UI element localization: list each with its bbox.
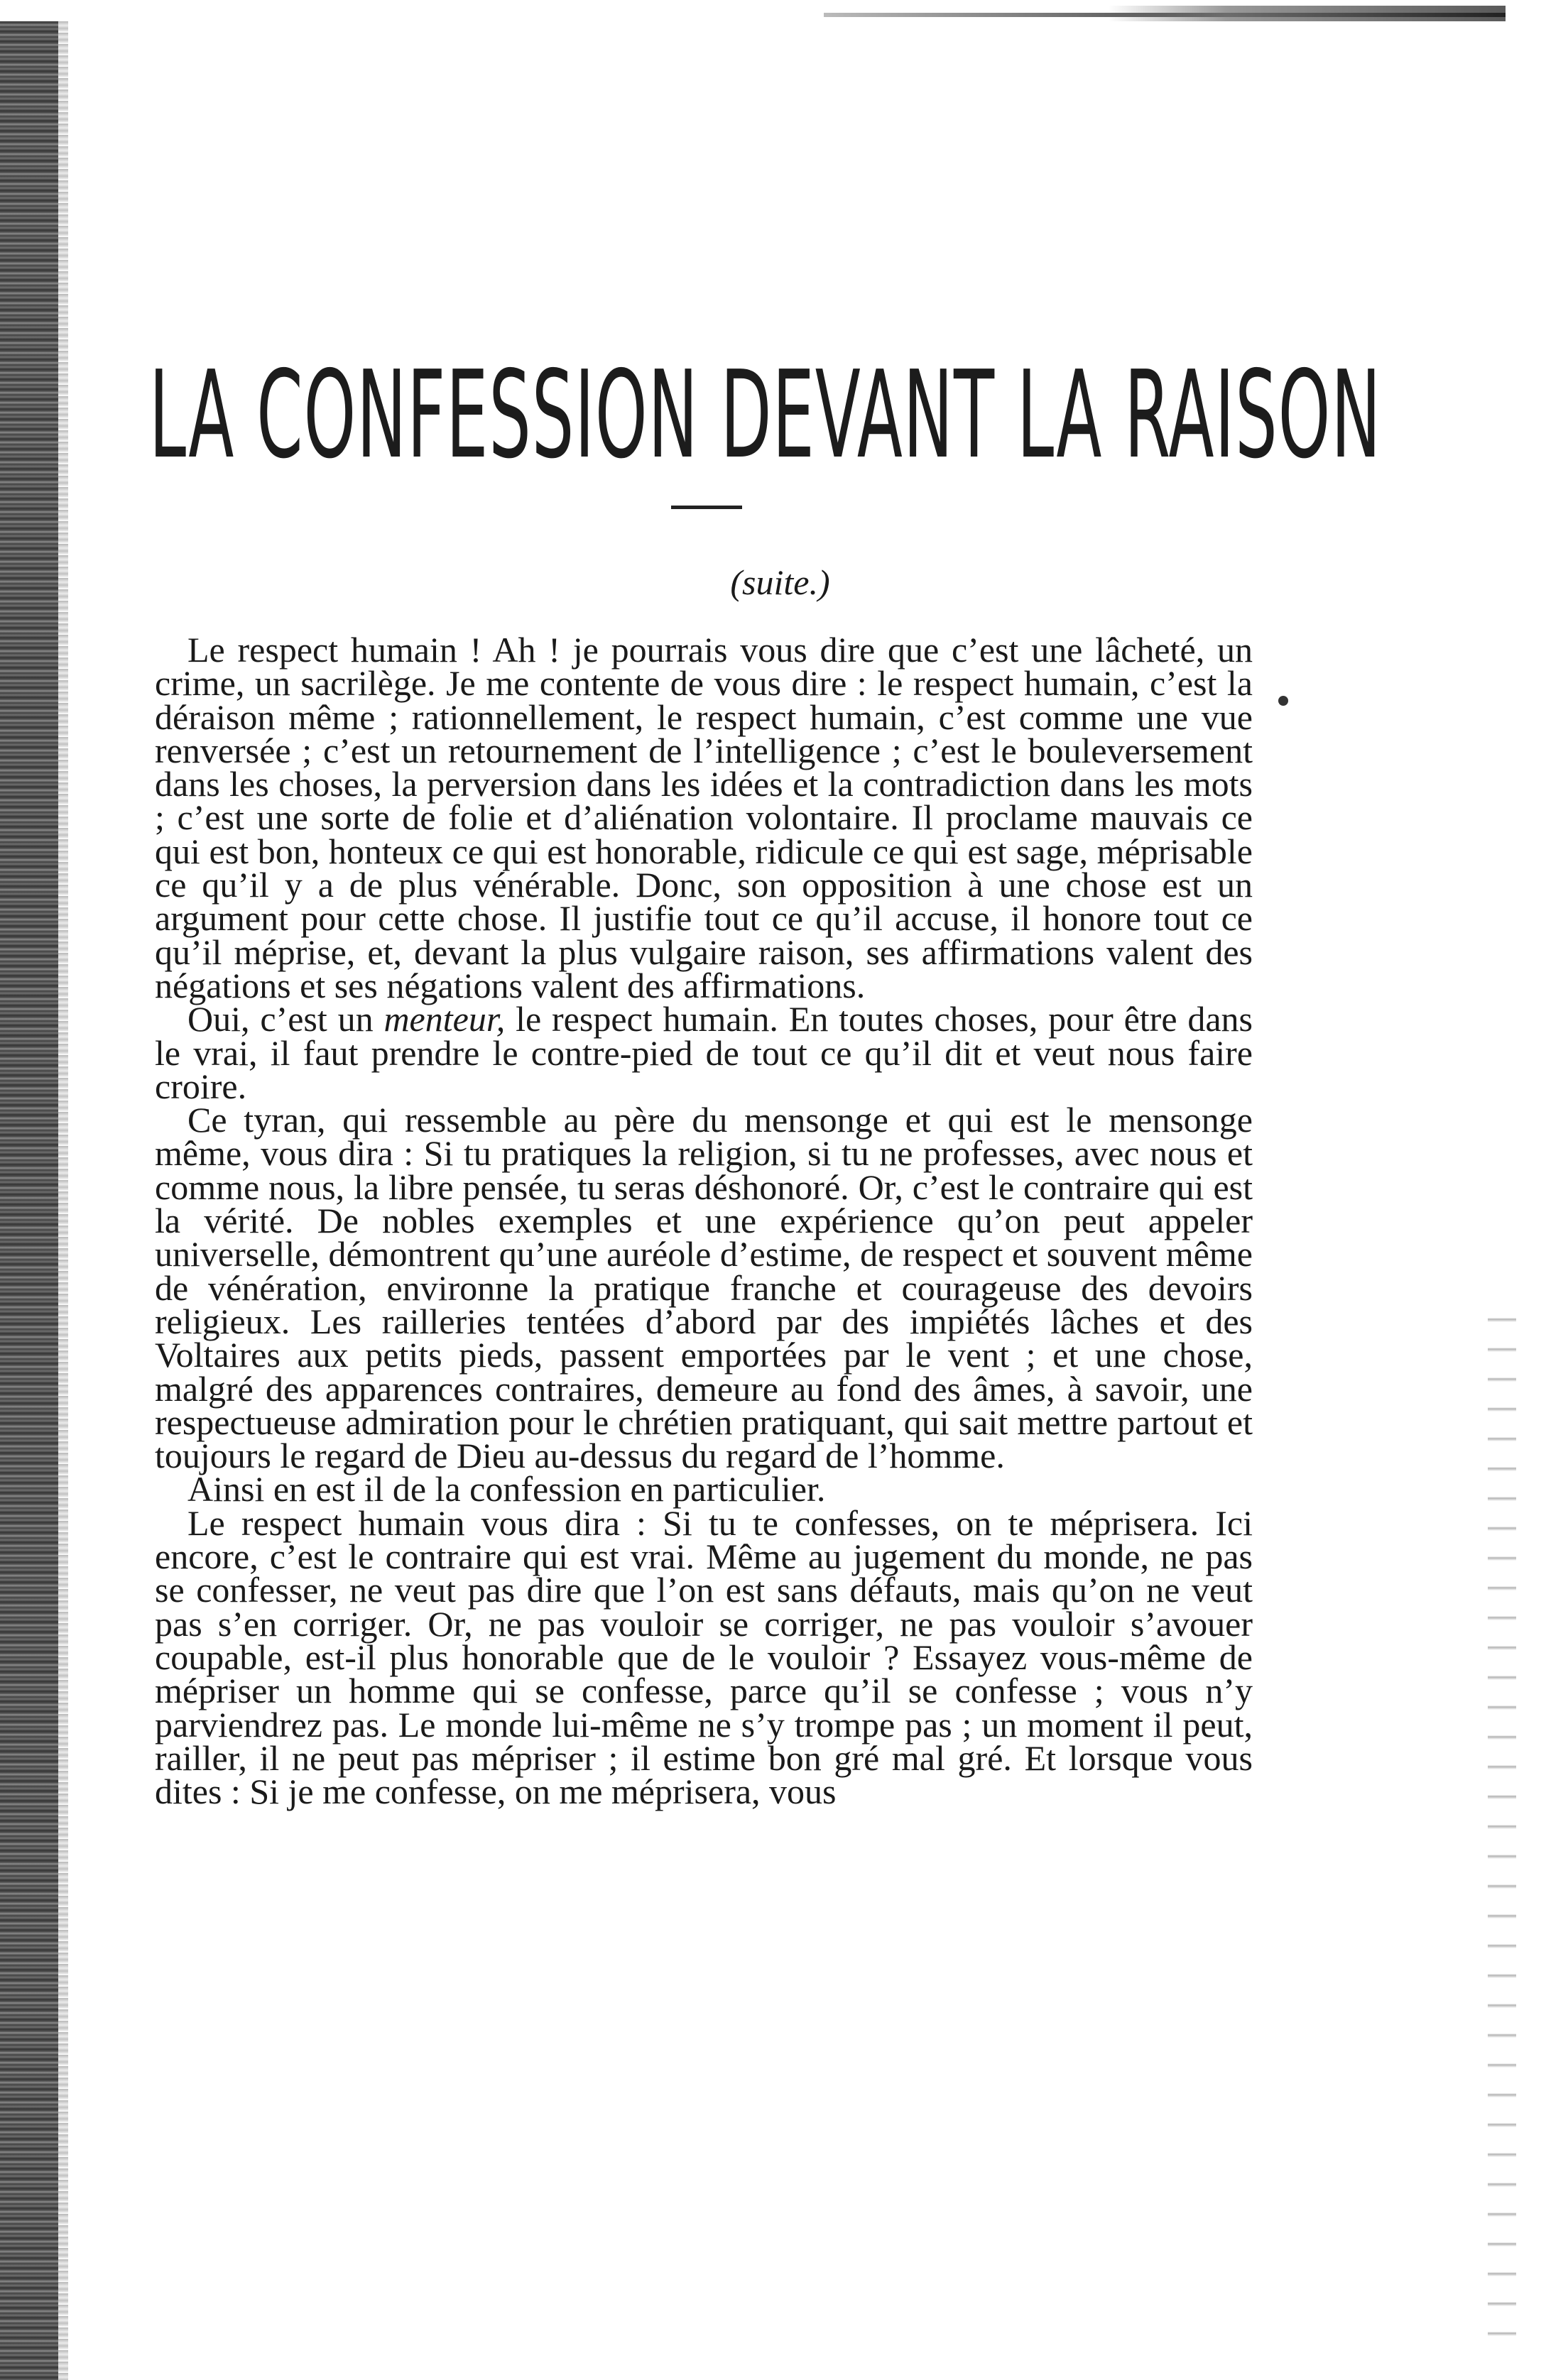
paragraph-2-emphasis: menteur, <box>383 999 506 1039</box>
page-title: LA CONFESSION DEVANT LA RAISON <box>149 345 1382 486</box>
paragraph-2-rest: le respect humain. En toutes choses, pour être dans le vrai, il faut prendre le contre-pied de tout ce qu’il dit et veut nous faire croire. <box>155 999 1253 1106</box>
paragraph-2-lead: Oui, c’est un <box>187 999 384 1039</box>
paragraph-4: Ainsi en est il de la confession en particulier. <box>187 1469 826 1510</box>
subtitle: (suite.) <box>730 562 830 602</box>
margin-dot <box>1278 696 1288 706</box>
paragraph-2 <box>155 999 1253 1106</box>
title-rule <box>671 506 742 509</box>
top-rule-smudge <box>1108 6 1506 21</box>
paragraph-1: Le respect humain ! Ah ! je pourrais vous dire que c’est une lâcheté, un crime, un sacrilège. Je me contente de vous dire : le respect humain, c’est la déraison même ; rationnellement, le respect humain, c’est comme une vue renversée ; c’est un retournement de l’intelligence ; c’est le bouleversement dans les choses, la perversion dans les idées et la contradiction dans les mots ; c’est une sorte de folie et d’aliénation volontaire. Il proclame mauvais ce qui est bon, honteux ce qui est honorable, ridicule ce qui est sage, méprisable ce qu’il y a de plus vénérable. Donc, son opposition à une chose est un argument pour cette chose. Il justifie tout ce qu’il accuse, il honore tout ce qu’il méprise, et, devant la plus vulgaire raison, ses affirmations valent des négations et ses négations valent des affirmations. <box>155 630 1253 1005</box>
article-body <box>155 630 1253 1812</box>
scan-binding-edge <box>0 21 58 2380</box>
paragraph-5: Le respect humain vous dira : Si tu te confesses, on te méprisera. Ici encore, c’est le contraire qui est vrai. Même au jugement du monde, ne pas se confesser, ne veut pas dire que l’on est sans défauts, mais qu’on ne veut pas s’en corriger. Or, ne pas vouloir se corriger, ne pas vouloir s’avouer coupable, est-il plus honorable que de le vouloir ? Essayez vous-même de mépriser un homme qui se confesse, parce qu’il se confesse ; vous n’y parviendrez pas. Le monde lui-même ne s’y trompe pas ; un moment il peut, railler, il ne peut pas mépriser ; il estime bon gré mal gré. Et lorsque vous dites : Si je me confesse, on me méprisera, vous <box>155 1502 1253 1812</box>
scan-binding-shadow <box>58 21 68 2380</box>
paragraph-3: Ce tyran, qui ressemble au père du mensonge et qui est le mensonge même, vous dira : Si tu pratiques la religion, si tu ne professes, avec nous et comme nous, la libre pensée, tu seras déshonoré. Or, c’est le contraire qui est la vérité. De nobles exemples et une expérience qu’on peut appeler universelle, démontrent qu’une auréole d’estime, de respect et souvent même de vénération, environne la pratique franche et courageuse des devoirs religieux. Les railleries tentées d’abord par des impiétés lâches et des Voltaires aux petits pieds, passent emportées par le vent ; et une chose, malgré des apparences contraires, demeure au fond des âmes, à savoir, une respectueuse admiration pour le chrétien pratiquant, qui sait mettre partout et toujours le regard de Dieu au-dessus du regard de l’homme. <box>155 1100 1253 1476</box>
right-margin-marks <box>1488 1292 1516 2343</box>
